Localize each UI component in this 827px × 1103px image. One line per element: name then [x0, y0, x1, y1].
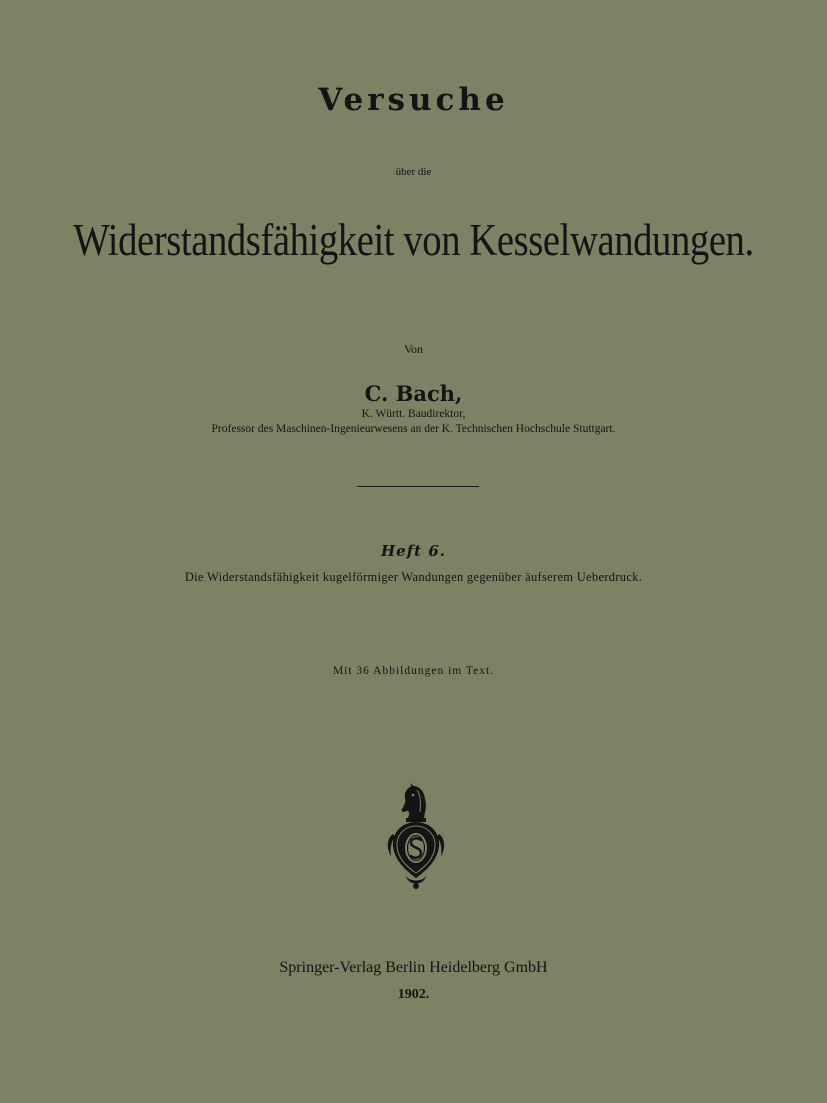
author-profession: Professor des Maschinen-Ingenieurwesens an der K. Technischen Hochschule Stuttgart.: [211, 423, 616, 435]
author-rank: K. Württ. Baudirektor,: [361, 408, 466, 420]
publisher-name: Springer-Verlag Berlin Heidelberg GmbH: [279, 959, 548, 976]
springer-horse-head-emblem-icon: [384, 782, 448, 892]
preposition-text: über die: [395, 166, 432, 178]
issue-subtitle: Die Widerstandsfähigkeit kugelförmiger Wandungen gegenüber äufserem Ueberdruck.: [184, 570, 643, 584]
series-title: Versuche: [318, 82, 509, 118]
issue-number: Heft 6.: [381, 542, 446, 560]
main-title: Widerstandsfähigkeit von Kesselwandungen.: [73, 215, 754, 265]
author-name: C. Bach,: [364, 381, 463, 406]
by-text: Von: [403, 342, 424, 356]
figures-note: Mit 36 Abbildungen im Text.: [332, 665, 495, 677]
publication-year: 1902.: [397, 987, 430, 1002]
divider-rule: [357, 486, 479, 487]
